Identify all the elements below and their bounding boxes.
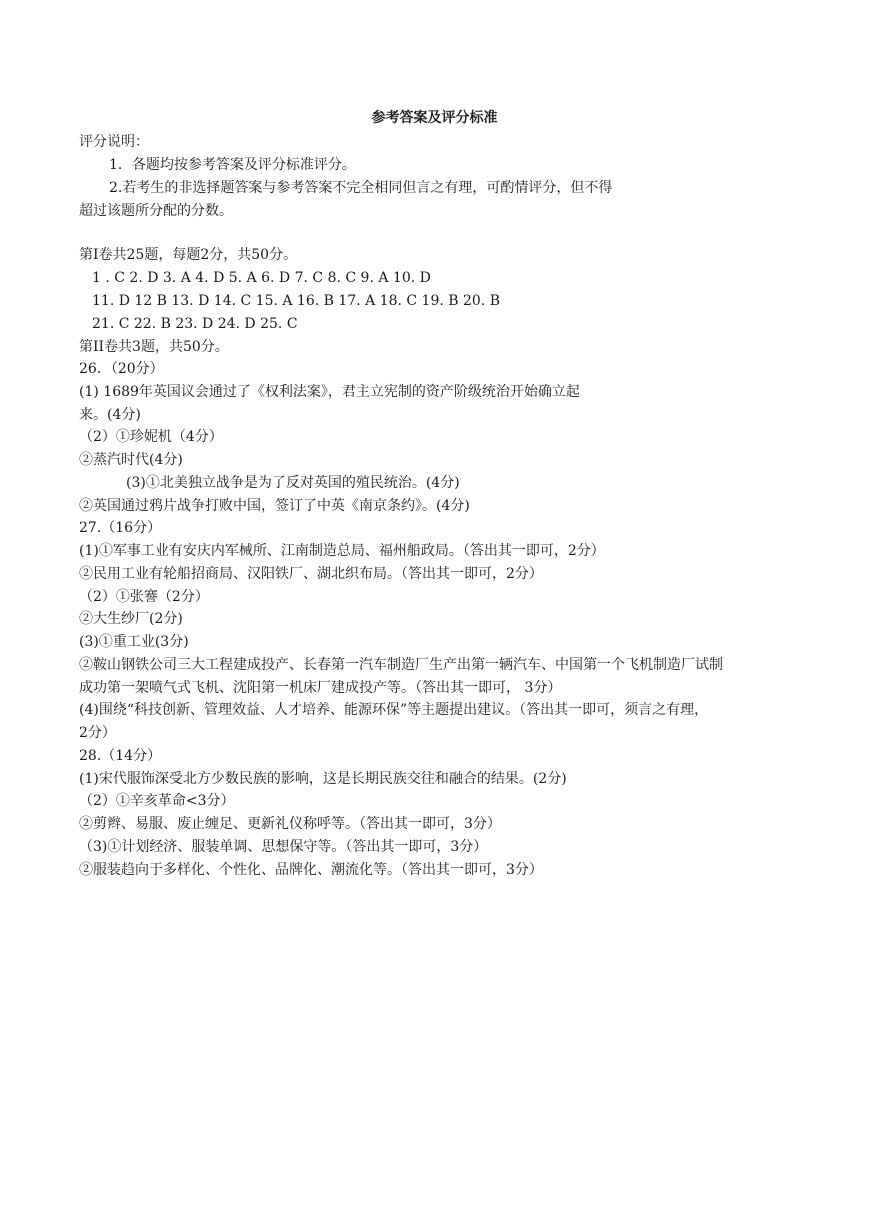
q28-heading: 28.（14分） xyxy=(79,748,162,764)
q27-line-2: ②民用工业有轮船招商局、汉阳铁厂、湖北织布局。（答出其一即可，2分） xyxy=(79,566,543,582)
note-item-1: 1．各题均按参考答案及评分标准评分。 xyxy=(109,157,356,173)
q26-heading: 26．（20分） xyxy=(79,361,164,377)
q27-heading: 27.（16分） xyxy=(79,520,162,536)
q28-line-3: ②剪辫、易服、废止缠足、更新礼仪称呼等。（答出其一即可，3分） xyxy=(79,816,501,832)
part1-answers-row-1: 1 . C 2. D 3. A 4. D 5. A 6. D 7. C 8. C 9. A 10. D xyxy=(92,270,431,286)
q26-line-2: 来。(4分) xyxy=(79,407,141,423)
note-item-2: 2.若考生的非选择题答案与参考答案不完全相同但言之有理，可酌情评分，但不得 xyxy=(109,180,613,196)
q26-line-6: ②英国通过鸦片战争打败中国，签订了中英《南京条约》。(4分) xyxy=(79,498,470,514)
q28-line-2: （2）①辛亥革命<3分） xyxy=(79,793,235,809)
q26-line-4: ②蒸汽时代(4分) xyxy=(79,452,183,468)
note-item-2-continued: 超过该题所分配的分数。 xyxy=(79,203,233,219)
q27-line-9: 2分） xyxy=(79,725,116,741)
q27-line-3: （2）①张謇（2分） xyxy=(79,589,209,605)
page-title: 参考答案及评分标准 xyxy=(371,110,498,126)
part1-heading: 第I卷共25题，每题2分，共50分。 xyxy=(79,247,298,263)
q28-line-1: (1)宋代服饰深受北方少数民族的影响，这是长期民族交往和融合的结果。(2分) xyxy=(79,771,567,787)
q27-line-6: ②鞍山钢铁公司三大工程建成投产、长春第一汽车制造厂生产出第一辆汽车、中国第一个飞机制造厂试制 xyxy=(79,657,723,673)
q27-line-1: (1)①军事工业有安庆内军械所、江南制造总局、福州船政局。（答出其一即可，2分） xyxy=(79,543,605,559)
notes-heading: 评分说明： xyxy=(79,134,149,150)
q26-line-5: (3)①北美独立战争是为了反对英国的殖民统治。(4分) xyxy=(126,475,460,491)
q28-line-4: （3)①计划经济、服装单调、思想保守等。（答出其一即可，3分） xyxy=(79,839,488,855)
q26-line-3: （2）①珍妮机（4分） xyxy=(79,429,223,445)
part1-answers-row-3: 21. C 22. B 23. D 24. D 25. C xyxy=(92,316,298,332)
q28-line-5: ②服装趋向于多样化、个性化、品牌化、潮流化等。（答出其一即可，3分） xyxy=(79,862,543,878)
q27-line-5: (3)①重工业(3分) xyxy=(79,634,189,650)
q26-line-1: (1) 1689年英国议会通过了《权利法案》，君主立宪制的资产阶级统治开始确立起 xyxy=(79,384,580,400)
part2-heading: 第II卷共3题，共50分。 xyxy=(79,339,229,355)
q27-line-7: 成功第一架喷气式飞机、沈阳第一机床厂建成投产等。（答出其一即可， 3分） xyxy=(79,680,562,696)
q27-line-4: ②大生纱厂(2分) xyxy=(79,611,183,627)
q27-line-8: (4)围绕“科技创新、管理效益、人才培养、能源环保”等主题提出建议。（答出其一即可，须言之有理， xyxy=(79,702,709,718)
part1-answers-row-2: 11. D 12 B 13. D 14. C 15. A 16. B 17. A 18. C 19. B 20. B xyxy=(92,293,500,309)
